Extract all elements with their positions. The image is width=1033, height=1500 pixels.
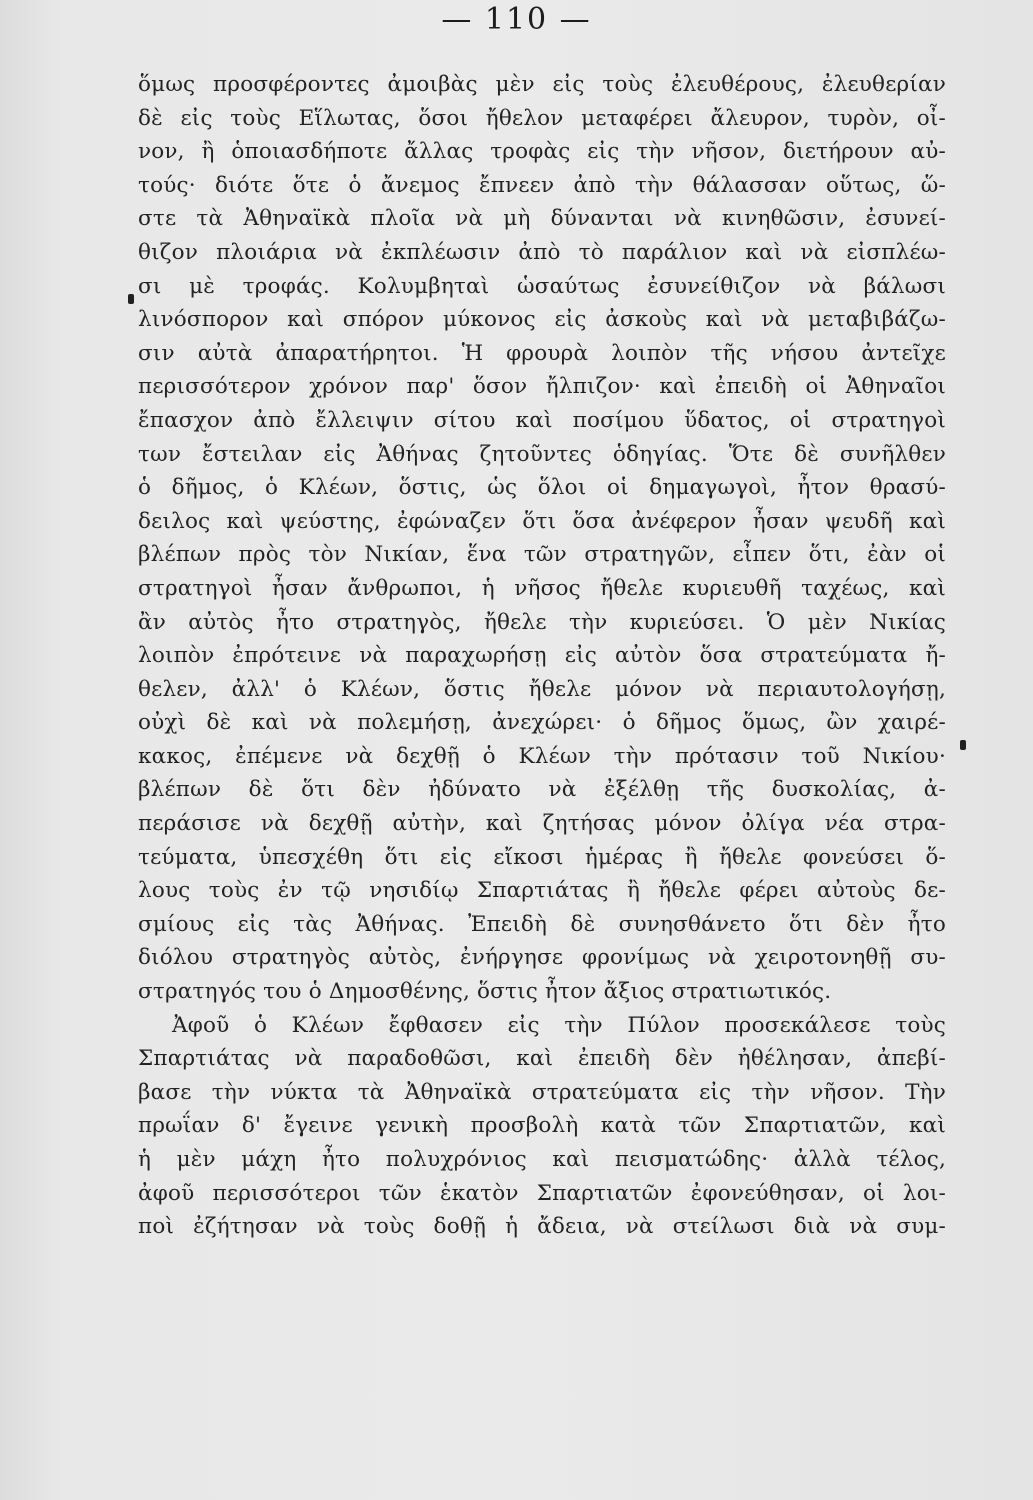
text-line-11: ἔπασχον ἀπὸ ἔλλειψιν σίτου καὶ ποσίμου ὕδατος, οἱ στρατηγοὶ	[138, 407, 946, 433]
page-number: — 110 —	[441, 2, 592, 37]
text-line-14: δειλος καὶ ψεύστης, ἐφώναζεν ὅτι ὅσα ἀνέφερον ἦσαν ψευδῆ καὶ	[138, 508, 946, 534]
text-line-26: σμίους εἰς τὰς Ἀθήνας. Ἐπειδὴ δὲ συνησθάνετο ὅτι δὲν ἦτο	[138, 911, 946, 937]
text-line-6: θιζον πλοιάρια νὰ ἐκπλέωσιν ἀπὸ τὸ παράλιον καὶ νὰ εἰσπλέω-	[138, 239, 946, 265]
text-line-4: τούς· διότε ὅτε ὁ ἄνεμος ἔπνεεν ἀπὸ τὴν θάλασσαν οὕτως, ὥ-	[138, 172, 946, 198]
text-line-34: ἀφοῦ περισσότεροι τῶν ἑκατὸν Σπαρτιατῶν ἐφονεύθησαν, οἱ λοι-	[138, 1180, 946, 1206]
text-line-27: διόλου στρατηγὸς αὐτὸς, ἐνήργησε φρονίμως νὰ χειροτονηθῇ συ-	[138, 945, 946, 971]
margin-ink-mark	[128, 294, 134, 304]
text-line-7: σι μὲ τροφάς. Κολυμβηταὶ ὡσαύτως ἐσυνείθιζον νὰ βάλωσι	[138, 273, 946, 299]
text-line-24: τεύματα, ὑπεσχέθη ὅτι εἰς εἴκοσι ἡμέρας ἢ ἤθελε φονεύσει ὅ-	[138, 844, 946, 870]
text-line-5: στε τὰ Ἀθηναϊκὰ πλοῖα νὰ μὴ δύνανται νὰ κινηθῶσιν, ἐσυνεί-	[138, 206, 946, 232]
text-line-31: βασε τὴν νύκτα τὰ Ἀθηναϊκὰ στρατεύματα εἰς τὴν νῆσον. Τὴν	[138, 1079, 946, 1105]
text-line-8: λινόσπορον καὶ σπόρον μύκονος εἰς ἀσκοὺς καὶ νὰ μεταβιβάζω-	[138, 307, 946, 333]
text-line-23: περάσισε νὰ δεχθῇ αὐτὴν, καὶ ζητήσας μόνον ὀλίγα νέα στρα-	[138, 811, 946, 837]
text-line-15: βλέπων πρὸς τὸν Νικίαν, ἕνα τῶν στρατηγῶν, εἶπεν ὅτι, ἐὰν οἱ	[138, 542, 946, 568]
text-line-3: νον, ἢ ὁποιασδήποτε ἄλλας τροφὰς εἰς τὴν νῆσον, διετήρουν αὐ-	[138, 139, 946, 165]
text-line-10: περισσότερον χρόνον παρ' ὅσον ἤλπιζον· καὶ ἐπειδὴ οἱ Ἀθηναῖοι	[138, 374, 946, 400]
text-line-28: στρατηγός του ὁ Δημοσθένης, ὅστις ἦτον ἄξιος στρατιωτικός.	[138, 979, 832, 1005]
body-text	[138, 68, 946, 1244]
text-line-2: δὲ εἰς τοὺς Εἵλωτας, ὅσοι ἤθελον μεταφέρει ἄλευρον, τυρὸν, οἶ-	[138, 105, 946, 131]
text-line-30: Σπαρτιάτας νὰ παραδοθῶσι, καὶ ἐπειδὴ δὲν ἠθέλησαν, ἀπεβί-	[138, 1046, 946, 1072]
text-line-35: ποὶ ἐζήτησαν νὰ τοὺς δοθῇ ἡ ἄδεια, νὰ στείλωσι διὰ νὰ συμ-	[138, 1214, 946, 1240]
text-line-22: βλέπων δὲ ὅτι δὲν ἠδύνατο νὰ ἐξέλθῃ τῆς δυσκολίας, ἀ-	[138, 777, 946, 803]
text-line-16: στρατηγοὶ ἦσαν ἄνθρωποι, ἡ νῆσος ἤθελε κυριευθῆ ταχέως, καὶ	[138, 575, 946, 601]
text-line-19: θελεν, ἀλλ' ὁ Κλέων, ὅστις ἤθελε μόνον νὰ περιαυτολογήσῃ,	[138, 676, 946, 702]
text-line-21: κακος, ἐπέμενε νὰ δεχθῇ ὁ Κλέων τὴν πρότασιν τοῦ Νικίου·	[138, 743, 946, 769]
text-line-25: λους τοὺς ἐν τῷ νησιδίῳ Σπαρτιάτας ἢ ἤθελε φέρει αὐτοὺς δε-	[138, 878, 946, 904]
text-line-20: οὐχὶ δὲ καὶ νὰ πολεμήσῃ, ἀνεχώρει· ὁ δῆμος ὅμως, ὢν χαιρέ-	[138, 710, 946, 736]
margin-ink-mark	[960, 740, 966, 750]
text-line-1: ὅμως προσφέροντες ἀμοιβὰς μὲν εἰς τοὺς ἐλευθέρους, ἐλευθερίαν	[138, 72, 946, 97]
text-line-33: ἡ μὲν μάχη ἦτο πολυχρόνιος καὶ πεισματώδης· ἀλλὰ τέλος,	[138, 1147, 946, 1172]
text-line-18: λοιπὸν ἐπρότεινε νὰ παραχωρήσῃ εἰς αὐτὸν ὅσα στρατεύματα ἤ-	[138, 643, 946, 669]
text-line-9: σιν αὐτὰ ἀπαρατήρητοι. Ἡ φρουρὰ λοιπὸν τῆς νήσου ἀντεῖχε	[138, 340, 946, 366]
text-line-17: ἂν αὐτὸς ἦτο στρατηγὸς, ἤθελε τὴν κυριεύσει. Ὁ μὲν Νικίας	[138, 609, 946, 635]
text-line-12: των ἔστειλαν εἰς Ἀθήνας ζητοῦντες ὁδηγίας. Ὅτε δὲ συνῆλθεν	[138, 441, 946, 467]
text-line-13: ὁ δῆμος, ὁ Κλέων, ὅστις, ὡς ὅλοι οἱ δημαγωγοὶ, ἦτον θρασύ-	[138, 475, 946, 501]
text-line-29: Ἀφοῦ ὁ Κλέων ἔφθασεν εἰς τὴν Πύλον προσεκάλεσε τοὺς	[172, 1012, 946, 1038]
text-line-32: πρωΐαν δ' ἔγεινε γενικὴ προσβολὴ κατὰ τῶν Σπαρτιατῶν, καὶ	[138, 1113, 946, 1139]
